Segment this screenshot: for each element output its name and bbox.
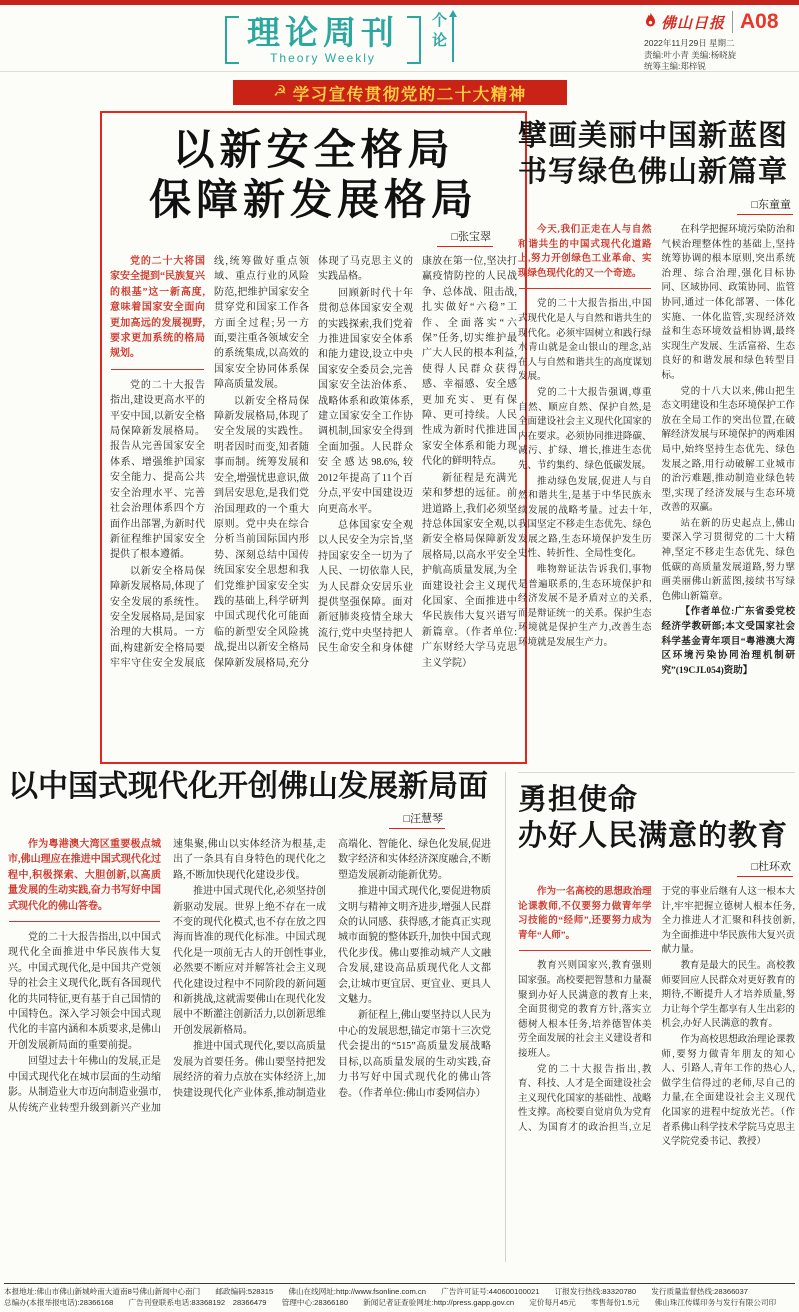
bottom-left-byline-row xyxy=(8,810,445,829)
right-paragraph-6: 党的十八大以来,佛山把生态文明建设和生态环境保护工作放在全局工作的突出位置,在破解经济发展与环境保护的两难困局中,始终坚持生态优先、绿色发展之路,用行动破解工业城市的治污难题,推动制造业绿色转型,实现了经济发展与生态环境改善的双赢。 xyxy=(661,386,795,514)
theme-banner-text: 学习宣传贯彻党的二十大精神 xyxy=(292,85,527,104)
right-article-body xyxy=(518,223,795,723)
main-headline xyxy=(110,125,517,225)
footer-line1: 本报地址:佛山市佛山新城岭南大道南8号佛山新闻中心南门 邮政编码:528315 佛山在线网址:http://www.fsonline.com.cn 广告许可证号:440600100021 订报发行热线:83320780 发行质量监督热线:28366037 xyxy=(4,1287,748,1296)
masthead-bracket-left-icon xyxy=(225,16,239,64)
bottom-right-article-body xyxy=(518,885,795,1237)
main-byline: □张宝翠 xyxy=(437,228,493,247)
right-byline-row xyxy=(518,196,793,215)
main-article xyxy=(100,111,527,764)
main-paragraph-1: 党的二十大报告指出,建设更高水平的平安中国,以新安全格局保障新发展格局。报告从完善国家安全体系、增强维护国家安全能力、提高公共安全治理水平、完善社会治理体系四个方面作出部署,为新时代新征程维护国家安全提供了根本遵循。 xyxy=(110,379,205,561)
intro-divider xyxy=(111,369,204,370)
main-paragraph-2: 以新安全格局保障新发展格局,体现了安全发展的系统性。安全发展格局,是国家治理的大棋局。一方面,构建新安全格局要牢牢守住安全发展底线,统筹做好重点领域、重点行业的风险防范,把维护国家安全贯穿党和国家工作各方面全过程;另一方面,要注重各领域安全的系统集成,以高效的国家安全协同体系保障高质量发展。 xyxy=(110,256,309,670)
bottom-left-article-body xyxy=(8,837,491,1235)
bottom-right-headline-line2: 办好人民满意的教育 xyxy=(518,820,789,852)
masthead xyxy=(225,12,525,68)
main-paragraph-4: 回顾新时代十年贯彻总体国家安全观的实践探索,我们党着力推进国家安全体系和能力建设,设立中央国家安全委员会,完善国家安全法治体系、战略体系和政策体系,建立国家安全工作协调机制,国家安全得到全面加强。人民群众安全感达98.6%,较2012年提高了11个百分点,平安中国建设迈向更高水平。 xyxy=(318,287,413,515)
masthead-divider xyxy=(0,71,799,72)
right-byline: □东童童 xyxy=(737,196,793,215)
main-paragraph-3: 以新安全格局保障新发展格局,体现了安全发展的实践性。明者因时而变,知者随事而制。统筹发展和安全,增强忧患意识,做到居安思危,是我们党治国理政的一个重大原则。党中央在综合分析当前国际国内形势、深刻总结中国传统国家安全思想和我们党维护国家安全实践的基础上,科学研判中国式现代化可能面临的新型安全风险挑战,提出以新安全格局保障新发展格局,充分体现了马克思主义的实践品格。 xyxy=(214,256,413,669)
bottom-right-headline-line1: 勇担使命 xyxy=(518,784,639,816)
bottom-left-article xyxy=(8,768,491,1260)
main-paragraph-5: 总体国家安全观以人民安全为宗旨,坚持国家安全一切为了人民、一切依靠人民,为人民群众安居乐业提供坚强保障。面对新冠肺炎疫情全球大流行,党中央坚持把人民生命安全和身体健康放在第一位,坚决打赢疫情防控的人民战争、总体战、阻击战,扎实做好“六稳”工作、全面落实“六保”任务,切实维护最广大人民的根本利益,使得人民群众获得感、幸福感、安全感更加充实、更有保障、更可持续。人民性成为新时代推进国家安全体系和能力现代化的鲜明特点。 xyxy=(318,256,517,655)
logo-divider xyxy=(732,11,733,33)
bottom-left-byline: □汪慧琴 xyxy=(389,810,445,829)
right-paragraph-7: 站在新的历史起点上,佛山要深入学习贯彻党的二十大精神,坚定不移走生态优先、绿色低碳的高质量发展道路,努力擘画美丽佛山新蓝图,接续书写绿色佛山新篇章。 xyxy=(661,518,795,602)
main-byline-row xyxy=(110,228,493,247)
right-paragraph-2: 党的二十大报告强调,尊重自然、顺应自然、保护自然,是全面建设社会主义现代化国家的内在要求。必须协同推进降碳、减污、扩绿、增长,推进生态优先、节约集约、绿色低碳发展。 xyxy=(518,387,652,471)
right-paragraph-5: 在科学把握环境污染防治和气候治理整体性的基础上,坚持统筹协调的根本原则,突出系统治理、综合治理,强化目标协同、区域协同、政策协同、监管协同,通过一体化部署、一体化实施、一体化监管,实现经济效益和生态环境效益相协调,最终实现生产发展、生活富裕、生态良好的和谐发展和绿色转型目标。 xyxy=(661,225,795,381)
bottom-left-paragraph-5: 推进中国式现代化,要促进物质文明与精神文明齐进步,增强人民群众的认同感、获得感,才能真正实现城市面貌的整体跃升,加快中国式现代化步伐。佛山要推动城产人文融合发展,建设高品质现代化人文都会,让城市更宜居、更宜业、更具人文魅力。 xyxy=(338,886,491,1006)
bottom-right-paragraph-3: 教育是最大的民生。高校教师要回应人民群众对更好教育的期待,不断提升人才培养质量,努力让每个学生都享有人生出彩的机会,办好人民满意的教育。 xyxy=(661,960,795,1030)
main-paragraph-6: 新征程是充满光荣和梦想的远征。前进道路上,我们必须坚持总体国家安全观,以新安全格局保障新发展格局,以高水平安全护航高质量发展,为全面建设社会主义现代化国家、全面推进中华民族伟大复兴谱写新篇章。（作者单位:广东财经大学马克思主义学院） xyxy=(422,472,517,669)
flame-logo-icon xyxy=(644,12,657,33)
right-headline-line1: 擘画美丽中国新蓝图 xyxy=(518,120,789,152)
theme-banner xyxy=(233,80,567,105)
bottom-left-paragraph-3: 推进中国式现代化,必须坚持创新驱动发展。世界上绝不存在一成不变的现代化模式,也不存在放之四海而皆准的现代化标准。中国式现代化是一项前无古人的开创性事业,必然要不断应对并解答社会主义现代化建设过程中不同阶段的新问题和新挑战,这就需要佛山在现代化发展中不断灌注创新活力,以创新思维开创发展新格局。 xyxy=(173,886,326,1036)
intro-divider xyxy=(519,288,651,289)
main-intro: 党的二十大将国家安全提到“民族复兴的根基”这一新高度,意味着国家安全面向更加高远的发展视野,要求更加系统的格局规划。 xyxy=(110,256,205,360)
bottom-right-byline: □杜环欢 xyxy=(737,858,793,877)
editors-line: 责编:叶小青 美编:杨晓旋 xyxy=(644,49,737,60)
bottom-left-intro: 作为粤港澳大湾区重要极点城市,佛山理应在推进中国式现代化过程中,积极探索、大胆创新,以高质量发展的生动实践,奋力书写好中国式现代化的佛山答卷。 xyxy=(8,839,161,912)
party-emblem-icon: ☭ xyxy=(273,84,287,100)
intro-divider xyxy=(519,950,651,951)
bottom-right-paragraph-2: 党的二十大报告指出,教育、科技、人才是全面建设社会主义现代化国家的基础性、战略性支撑。高校要自觉肩负为党育人、为国育才的政治担当,立足于党的事业后继有人这一根本大计,牢牢把握立德树人根本任务,全力推进人才汇聚和科技创新,为全面推进中华民族伟大复兴贡献力量。 xyxy=(518,887,795,1133)
weekly-title: 理论周刊 xyxy=(247,13,399,51)
bottom-left-paragraph-1: 党的二十大报告指出,以中国式现代化全面推进中华民族伟大复兴。中国式现代化,是中国共产党领导的社会主义现代化,既有各国现代化的共同特征,更有基于自己国情的中国特色。深入学习领会中国式现代化的丰富内涵和本质要求,是佛山开创发展新局面的重要前提。 xyxy=(8,932,161,1051)
right-intro: 今天,我们正走在人与自然和谐共生的中国式现代化道路上,努力开创绿色工业革命、实现绿色现代化的又一个奇迹。 xyxy=(518,225,652,279)
newspaper-name: 佛山日报 xyxy=(661,15,726,32)
right-paragraph-3: 推动绿色发展,促进人与自然和谐共生,是基于中华民族永续发展的战略考量。过去十年,我国坚定不移走生态优先、绿色发展之路,生态环境保护发生历史性、转折性、全局性变化。 xyxy=(518,476,652,560)
right-author-note: 【作者单位:广东省委党校经济学教研部;本文受国家社会科学基金青年项目“粤港澳大湾区环境污染协同治理机制研究”(19CJL054)资助】 xyxy=(661,607,795,676)
bottom-right-article xyxy=(518,782,795,1270)
footer-line2: 总编办(本报举报电话):28366168 广告刊登联系电话:83368192 28366479 管理中心:28366180 新闻记者证查验网址:http://press.gapp.gov.cn 定价每月45元 零售每份1.5元 佛山珠江传媒印务与发行有限公司印 xyxy=(4,1297,777,1307)
page-footer xyxy=(4,1283,795,1308)
masthead-bracket-right-icon xyxy=(407,16,421,64)
bottom-right-intro: 作为一名高校的思想政治理论课教师,不仅要努力做青年学习技能的“经师”,还要努力成为青年“人师”。 xyxy=(518,887,652,941)
bottom-right-paragraph-4: 作为高校思想政治理论课教师,要努力做青年朋友的知心人、引路人,青年工作的热心人,做学生信得过的老师,尽自己的力量,在全面建设社会主义现代化国家的进程中绽放光芒。（作者系佛山科学技术学院马克思主义学院党委书记、教授） xyxy=(661,1034,795,1148)
bottom-right-byline-row xyxy=(518,858,793,877)
bottom-right-headline xyxy=(518,782,795,854)
top-red-bar xyxy=(0,0,799,5)
right-headline xyxy=(518,118,795,190)
chief-editor-line: 统筹主编:郑梓锐 xyxy=(644,61,706,71)
page-number: A08 xyxy=(740,10,779,33)
bottom-left-headline: 以中国式现代化开创佛山发展新局面 xyxy=(8,770,488,803)
intro-divider xyxy=(9,921,160,922)
bottom-vertical-divider xyxy=(505,772,506,1262)
masthead-right xyxy=(644,10,796,73)
bottom-left-paragraph-4: 推进中国式现代化,要以高质量发展为首要任务。佛山要坚持把发展经济的着力点放在实体经济上,加快建设现代化产业体系,推动制造业高端化、智能化、绿色化发展,促进数字经济和实体经济深度融合,不断塑造发展新动能新优势。 xyxy=(173,839,491,1099)
bottom-right-paragraph-1: 教育兴则国家兴,教育强则国家强。高校要把智慧和力量凝聚到办好人民满意的教育上来,全面贯彻党的教育方针,落实立德树人根本任务,培养德智体美劳全面发展的社会主义建设者和接班人。 xyxy=(518,961,652,1059)
main-article-body xyxy=(110,254,517,732)
weekly-subtitle: Theory Weekly xyxy=(270,50,376,65)
date-line: 2022年11月29日 星期二 xyxy=(644,38,735,48)
right-headline-line2: 书写绿色佛山新篇章 xyxy=(518,156,789,188)
up-arrow-icon xyxy=(452,16,454,62)
right-paragraph-1: 党的二十大报告指出,中国式现代化是人与自然和谐共生的现代化。必须牢固树立和践行绿水青山就是金山银山的理念,站在人与自然和谐共生的高度谋划发展。 xyxy=(518,299,652,383)
column-type-label: 个论 xyxy=(430,12,447,52)
main-headline-line2: 保障新发展格局 xyxy=(148,176,478,223)
right-article xyxy=(518,118,795,762)
right-paragraph-4: 唯物辩证法告诉我们,事物是普遍联系的,生态环境保护和经济发展不是矛盾对立的关系,而是辩证统一的关系。保护生态环境就是保护生产力,改善生态环境就是发展生产力。 xyxy=(518,565,652,649)
main-headline-line1: 以新安全格局 xyxy=(172,126,455,173)
bottom-left-paragraph-2: 回望过去十年佛山的发展,正是中国式现代化在城市层面的生动缩影。从制造业大市迈向制造业强市,从传统产业转型升级到新兴产业加速集聚,佛山以实体经济为根基,走出了一条具有自身特色的现代化之路,不断加快现代化建设步伐。 xyxy=(8,839,326,1114)
right-section-divider xyxy=(518,772,795,773)
bottom-left-paragraph-6: 新征程上,佛山要坚持以人民为中心的发展思想,锚定市第十三次党代会提出的“515”高质量发展战略目标,以高质量发展的生动实践,奋力书写好中国式现代化的佛山答卷。（作者单位:佛山市委网信办） xyxy=(338,1010,491,1099)
